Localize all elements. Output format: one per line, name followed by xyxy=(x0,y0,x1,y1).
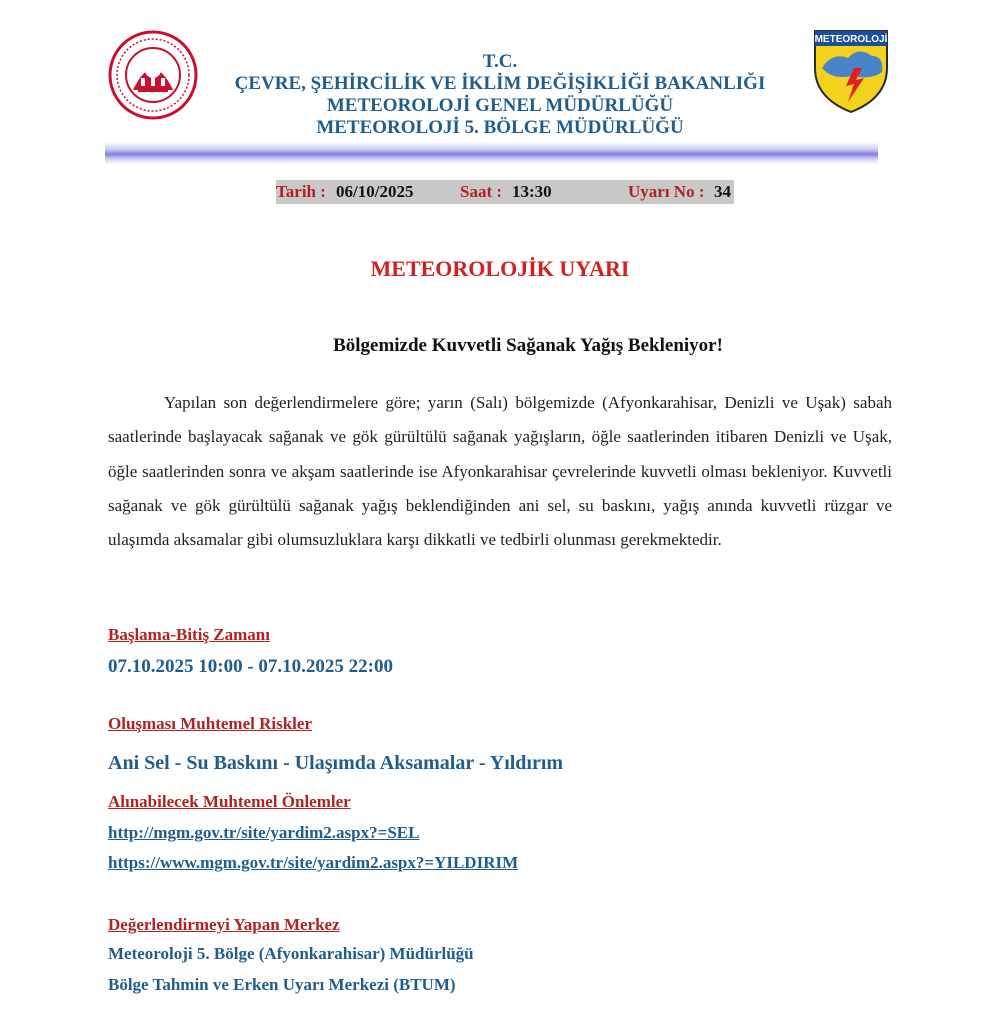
meteoroloji-logo xyxy=(812,28,890,114)
date-label: Tarih : xyxy=(276,182,326,201)
warning-body-text: Yapılan son değerlendirmelere göre; yarın (Salı) bölgemizde (Afyonkarahisar, Denizli ve Uşak) sabah saatlerinde başlayacak sağanak ve gök gürültülü sağanak yağışların, öğle saatlerinden itibaren Denizli ve Uşak, öğle saatlerinden sonra ve akşam saatlerinde ise Afyonkarahisar çevrelerinde kuvvetli olması bekleniyor. Kuvvetli sağanak ve gök gürültülü sağanak yağış beklendiğinden ani sel, su baskını, yağış anında kuvvetli rüzgar ve ulaşımda aksamalar gibi olumsuzluklara karşı dikkatli ve tedbirli olunması gerekmektedir. xyxy=(108,393,892,550)
measures-heading: Alınabilecek Muhtemel Önlemler xyxy=(108,792,351,811)
warning-no-label: Uyarı No : xyxy=(628,182,705,201)
time-heading: Başlama-Bitiş Zamanı xyxy=(108,625,270,644)
time-value: 13:30 xyxy=(512,182,552,201)
header-ministry: ÇEVRE, ŞEHİRCİLİK VE İKLİM DEĞİŞİKLİĞİ BAKANLIĞI xyxy=(234,73,766,94)
header-regional: METEOROLOJİ 5. BÖLGE MÜDÜRLÜĞÜ xyxy=(316,117,684,138)
time-value: 07.10.2025 10:00 - 07.10.2025 22:00 xyxy=(108,656,393,677)
risks-heading: Oluşması Muhtemel Riskler xyxy=(108,714,312,733)
page-title: METEOROLOJİK UYARI xyxy=(370,256,630,281)
meteoroloji-logo-text: METEOROLOJİ xyxy=(814,34,888,45)
sel-info-link[interactable]: http://mgm.gov.tr/site/yardim2.aspx?=SEL xyxy=(108,823,420,842)
warning-no-value: 34 xyxy=(714,182,731,201)
center-line-2: Bölge Tahmin ve Erken Uyarı Merkezi (BTUM) xyxy=(108,975,456,994)
header-directorate: METEOROLOJİ GENEL MÜDÜRLÜĞÜ xyxy=(326,95,674,116)
page-subtitle: Bölgemizde Kuvvetli Sağanak Yağış Bekleniyor! xyxy=(333,335,723,356)
center-heading: Değerlendirmeyi Yapan Merkez xyxy=(108,915,340,934)
center-line-1: Meteoroloji 5. Bölge (Afyonkarahisar) Müdürlüğü xyxy=(108,944,474,963)
risks-value: Ani Sel - Su Baskını - Ulaşımda Aksamalar - Yıldırım xyxy=(108,752,564,774)
header-tc: T.C. xyxy=(482,51,518,72)
time-label: Saat : xyxy=(460,182,503,201)
info-bar xyxy=(276,180,734,204)
yildirim-info-link[interactable]: https://www.mgm.gov.tr/site/yardim2.aspx?=YILDIRIM xyxy=(108,853,519,872)
header-divider xyxy=(105,142,878,164)
date-value: 06/10/2025 xyxy=(336,182,414,201)
